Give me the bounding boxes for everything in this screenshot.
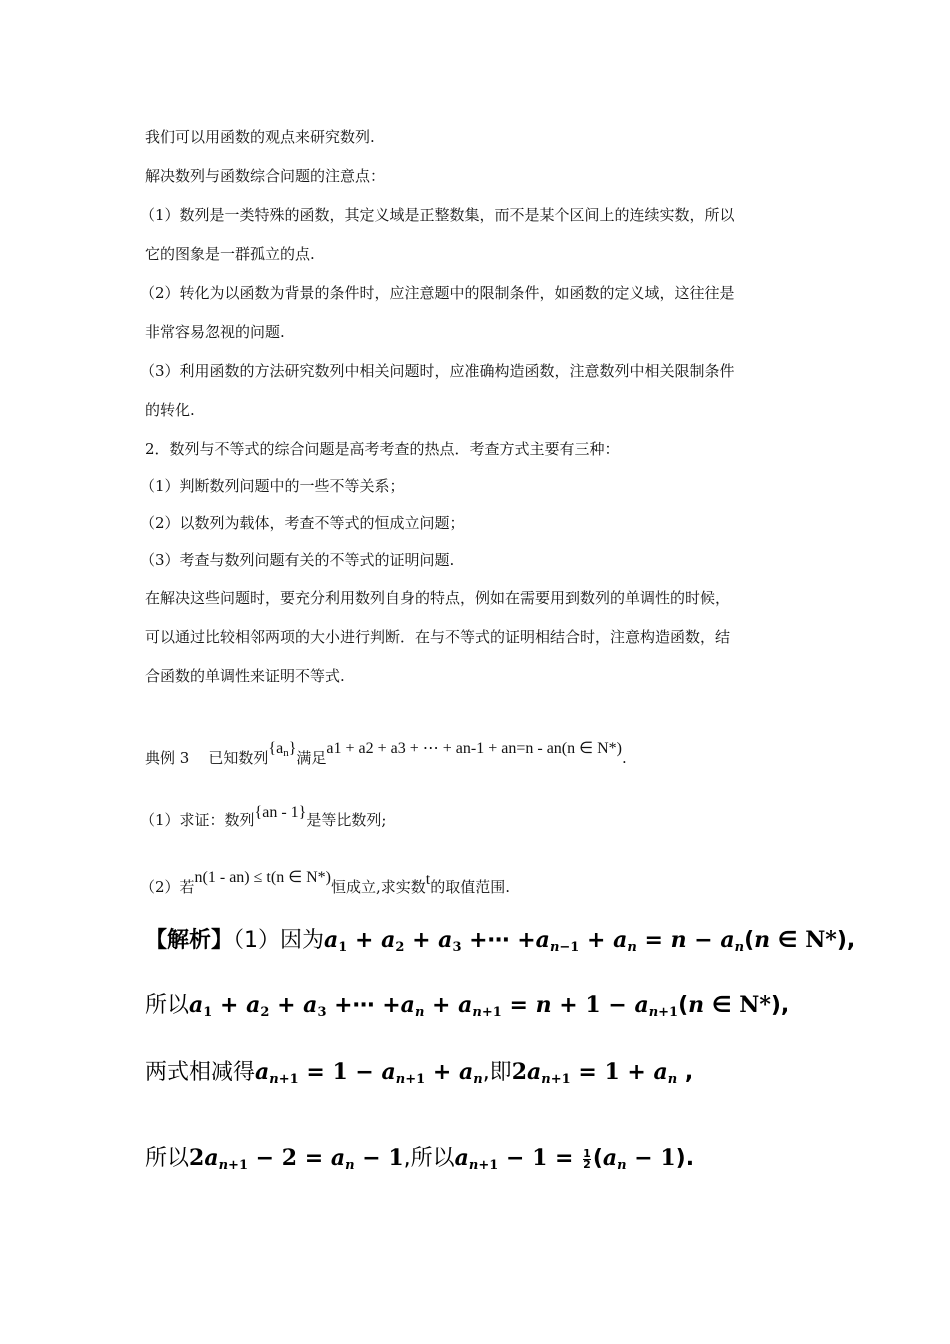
- solution-step1-label: （1）因为: [233, 928, 325, 953]
- question-2-prefix: （2）若: [140, 878, 195, 896]
- paragraph-11: （2）以数列为载体，考查不等式的恒成立问题；: [140, 514, 465, 532]
- question-1: [140, 804, 387, 831]
- paragraph-9: 2．数列与不等式的综合问题是高考考查的热点．考查方式主要有三种：: [145, 440, 620, 458]
- solution-header: 【解析】: [145, 928, 234, 953]
- example-intro: 已知数列: [208, 749, 269, 767]
- condition-equation-right: n - an(n ∈ N*): [525, 740, 622, 757]
- question-2-mid: 恒成立,求实数: [331, 878, 426, 896]
- solution-line-1: 【解析】（1）因为$a_1 + a_2 + a_3$ +⋯ $+a_{n-1} + a_n = n - a_n(n$ ∈ N*),: [145, 927, 856, 955]
- paragraph-6: 非常容易忽视的问题.: [145, 323, 285, 341]
- solution-step3-prefix: 两式相减得: [145, 1060, 256, 1085]
- solution-line-3: 两式相减得$a_{n+1} = 1 - a_{n+1} + a_n$,即$2a_{n+1} = 1 + a_n$ ,: [145, 1059, 694, 1087]
- question-1-sequence: {an - 1}: [254, 804, 307, 821]
- paragraph-4: 它的图象是一群孤立的点.: [145, 245, 315, 263]
- solution-line-4: 所以$2a_{n+1} - 2 = a_n - 1$,所以$a_{n+1} - 1$ = $\frac{1}{2}$ $(a_n - 1)$.: [145, 1145, 695, 1173]
- question-2-inequality: n(1 - an) ≤ t(n ∈ N*): [194, 869, 332, 886]
- paragraph-1: 我们可以用函数的观点来研究数列.: [145, 128, 375, 146]
- paragraph-12: （3）考查与数列问题有关的不等式的证明问题.: [140, 551, 455, 569]
- question-1-prefix: （1）求证：数列: [140, 811, 255, 829]
- question-2: [140, 869, 511, 898]
- statement-end: .: [621, 749, 627, 767]
- solution-step4-mid: ,所以: [403, 1146, 455, 1171]
- fraction-one-half: $\frac{1}{2}$: [583, 1146, 591, 1171]
- question-2-suffix: 的取值范围.: [430, 878, 511, 896]
- paragraph-8: 的转化.: [145, 401, 195, 419]
- paragraph-10: （1）判断数列问题中的一些不等关系；: [140, 477, 405, 495]
- example-label: 典例 3: [145, 749, 190, 767]
- paragraph-3: （1）数列是一类特殊的函数，其定义域是正整数集，而不是某个区间上的连续实数，所以: [140, 206, 735, 224]
- solution-line-2: 所以$a_1 + a_2 + a_3$ +⋯ $+a_n + a_{n+1} = n + 1 - a_{n+1}(n$ ∈ N*),: [145, 992, 790, 1020]
- paragraph-2: 解决数列与函数综合问题的注意点：: [145, 167, 386, 185]
- question-2-variable: t: [425, 871, 431, 888]
- example-statement: [145, 740, 627, 773]
- solution-step4-prefix: 所以: [145, 1146, 190, 1171]
- paragraph-14: 可以通过比较相邻两项的大小进行判断．在与不等式的证明相结合时，注意构造函数，结: [145, 628, 731, 646]
- question-1-suffix: 是等比数列;: [306, 811, 387, 829]
- solution-step3-mid: ,即: [482, 1060, 512, 1085]
- condition-text: 满足: [296, 749, 327, 767]
- paragraph-5: （2）转化为以函数为背景的条件时，应注意题中的限制条件，如函数的定义域，这往往是: [140, 284, 735, 302]
- paragraph-13: 在解决这些问题时，要充分利用数列自身的特点，例如在需要用到数列的单调性的时候，: [145, 589, 731, 607]
- solution-step2-prefix: 所以: [145, 993, 190, 1018]
- paragraph-15: 合函数的单调性来证明不等式.: [145, 667, 345, 685]
- paragraph-7: （3）利用函数的方法研究数列中相关问题时，应准确构造函数，注意数列中相关限制条件: [140, 362, 735, 380]
- condition-equation-left: a1 + a2 + a3 + ⋯ + an-1 + an=: [326, 740, 526, 757]
- sequence-symbol: $\{a_n\}$: [268, 740, 297, 759]
